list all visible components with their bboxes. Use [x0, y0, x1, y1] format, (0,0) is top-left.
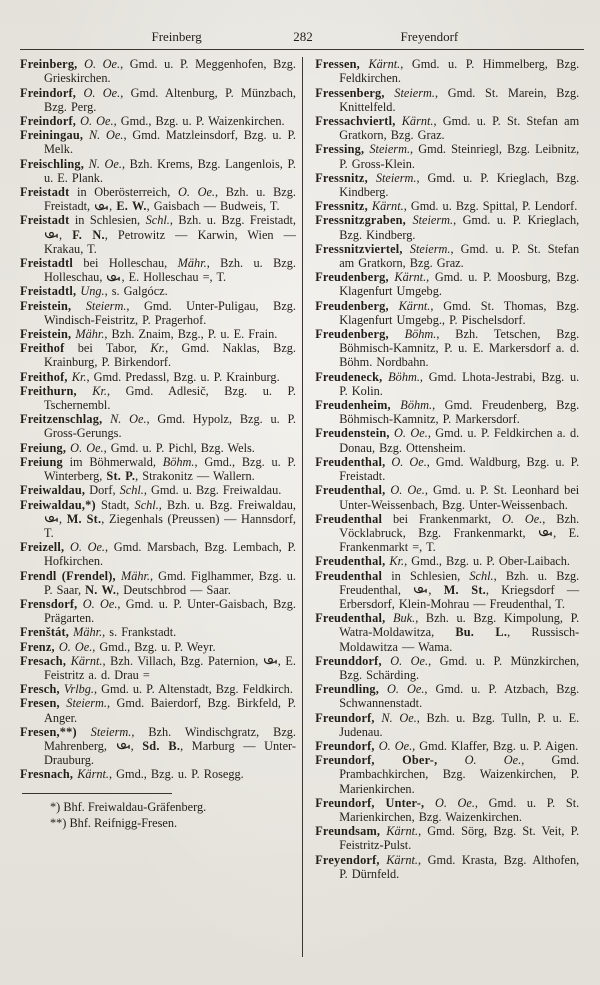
entry-crownland-abbrev: Steierm. [405, 213, 454, 228]
entry-headword: Freundsam, [315, 824, 381, 839]
entry-headword: Fresnach, [20, 767, 74, 782]
entry-crownland-abbrev: O. Oe. [76, 85, 121, 100]
gazetteer-entry [315, 242, 579, 270]
entry-text: , Gmd. Hypolz, Bzg. u. P. Gross-Gerungs. [44, 412, 296, 441]
entry-headword: St. P. [106, 469, 136, 484]
entry-text: in Oberösterreich, [69, 185, 178, 200]
entry-headword: Freudenthal [315, 511, 383, 526]
entry-crownland-abbrev: Vrlbg. [59, 682, 94, 697]
entry-headword: Freitzenschlag, [20, 412, 103, 427]
entry-text: , Gmd. Sörg, Bzg. St. Veit, P. Feistritz-Pulst. [339, 824, 580, 853]
entry-headword: Fressenberg, [315, 85, 385, 100]
gazetteer-entry [315, 455, 579, 483]
entry-crownland-abbrev: Schl. [469, 568, 494, 583]
gazetteer-entry [20, 256, 296, 284]
header-right-title: Freyendorf [400, 29, 459, 44]
entry-text: bei Frankenmarkt, [382, 511, 502, 526]
entry-text: , Gmd. Unter-Puligau, Bzg. Windisch-Feistritz, P. Pragerhof. [44, 298, 296, 327]
entry-text: , Gmd. Baierdorf, Bzg. Birkfeld, P. Anger. [44, 696, 296, 725]
entry-text: , Bzh. u. Bzg. Freistadt, [44, 185, 296, 214]
entry-headword: Fresch, [20, 682, 60, 697]
entry-crownland-abbrev: O. Oe. [385, 454, 427, 469]
entry-crownland-abbrev: O. Oe. [76, 114, 114, 129]
gazetteer-entry [315, 398, 579, 426]
footnote-rule [22, 793, 172, 794]
entry-headword: Freithof, [20, 369, 68, 384]
entry-text: , Gmd., Bzg. u. P. Winterberg, [44, 454, 296, 484]
entry-headword: Freudenberg, [315, 270, 389, 285]
entry-text: , Petrowitz — Karwin, Wien — Krakau, T. [44, 227, 296, 256]
entry-crownland-abbrev: Mähr. [69, 625, 103, 640]
gazetteer-entry [20, 569, 296, 597]
entry-text: , Russisch-Moldawitza — Wama. [339, 625, 580, 654]
entry-crownland-abbrev: Schl. [134, 497, 159, 512]
entry-text: , Gmd. Naklas, Bzg. Krainburg, P. Birkendorf. [44, 341, 296, 370]
entry-crownland-abbrev: Kärnt. [367, 199, 404, 214]
gazetteer-entry [315, 853, 579, 881]
entry-text: , Strakonitz — Wallern. [135, 469, 255, 484]
header-left-title: Freinberg [151, 29, 202, 44]
entry-crownland-abbrev: N. Oe. [83, 128, 124, 143]
page-header [20, 30, 586, 49]
gazetteer-entry [20, 384, 296, 412]
entry-text: , Gmd. u. P. Altenstadt, Bzg. Feldkirch. [94, 682, 293, 697]
entry-text: , Gmd. u. P. Atzbach, Bzg. Schwannenstadt. [339, 682, 580, 711]
entry-crownland-abbrev: O. Oe. [381, 653, 429, 668]
entry-text: , Gmd. u. P. Unter-Gaisbach, Bzg. Prägarten. [44, 596, 296, 626]
gazetteer-entry [20, 284, 296, 298]
entry-headword: Freudeneck, [315, 369, 383, 384]
entry-crownland-abbrev: Böhm. [382, 369, 420, 384]
entry-headword: Freiwaldau, [20, 483, 86, 498]
text-columns [20, 57, 586, 957]
posthorn-icon [106, 270, 121, 284]
entry-text: in Schlesien, [382, 568, 470, 583]
entry-text: in Schlesien, [69, 213, 146, 228]
entry-text: , Gmd. u. P. St. Leonhard bei Unter-Weissenbach, Bzg. Unter-Weissenbach. [339, 483, 580, 512]
entry-headword: Bu. L. [455, 625, 508, 640]
gazetteer-entry [20, 498, 296, 541]
gazetteer-entry [20, 299, 296, 327]
gazetteer-entry [20, 682, 296, 696]
gazetteer-entry [20, 185, 296, 213]
entry-headword: Frenštát, [20, 625, 70, 640]
entry-crownland-abbrev: O. Oe. [424, 795, 475, 810]
entry-crownland-abbrev: Schl. [145, 213, 170, 228]
entry-headword: M. St. [66, 511, 102, 526]
gazetteer-entry [315, 569, 579, 612]
entry-crownland-abbrev: Kärnt. [66, 653, 103, 668]
entry-text: , Gmd. u. P. Münzkirchen, Bzg. Schärding. [339, 653, 580, 682]
gazetteer-entry [315, 327, 579, 370]
entry-headword: Fresach, [20, 653, 67, 668]
entry-headword: Freischling, [20, 156, 84, 171]
entry-crownland-abbrev: Steierm. [367, 170, 417, 185]
entry-crownland-abbrev: O. Oe. [66, 440, 104, 455]
entry-headword: Freithof [20, 341, 65, 356]
entry-text: , Gmd. Adlesič, Bzg. u. P. Tschernembl. [44, 383, 296, 413]
entry-text: , Gmd. Figlhammer, Bzg. u. P. Saar, [44, 568, 296, 597]
entry-headword: Freindorf, [20, 114, 77, 129]
gazetteer-entry [315, 654, 579, 682]
entry-headword: Freudenthal, [315, 554, 386, 569]
entry-headword: Frendl (Frendel), [20, 568, 116, 583]
entry-headword: Fresen, [20, 696, 60, 711]
entry-crownland-abbrev: O. Oe. [374, 738, 413, 753]
entry-text: , Gmd. Klaffer, Bzg. u. P. Aigen. [412, 738, 579, 753]
gazetteer-entry [315, 114, 579, 142]
entry-text: , [109, 199, 117, 214]
entry-crownland-abbrev: Schl. [119, 483, 144, 498]
entry-text: , Bzh. u. Bzg. Kimpolung, P. Watra-Moldawitza, [339, 611, 580, 640]
entry-crownland-abbrev: Kr. [150, 341, 166, 356]
entry-headword: F. N. [72, 227, 105, 242]
entry-text: , s. Galgócz. [104, 284, 168, 299]
entry-headword: Fressnitzgraben, [315, 213, 406, 228]
gazetteer-entry [20, 86, 296, 114]
entry-text: , Gmd., Bzg. u. P. Waizenkirchen. [113, 114, 285, 129]
entry-crownland-abbrev: Böhm. [162, 454, 195, 469]
entry-crownland-abbrev: O. Oe. [385, 483, 425, 498]
gazetteer-entry [20, 767, 296, 781]
gazetteer-entry [20, 725, 296, 768]
entry-crownland-abbrev: Steierm. [71, 298, 127, 313]
entry-headword: Fressnitz, [315, 170, 368, 185]
gazetteer-entry [315, 711, 579, 739]
entry-text: , s. Frankstadt. [102, 625, 177, 640]
entry-text: , Gmd. Prambachkirchen, Bzg. Waizenkirchen, P. Marienkirchen. [339, 753, 580, 796]
entry-crownland-abbrev: O. Oe. [77, 596, 118, 611]
entry-text: Dorf, [85, 483, 120, 498]
gazetteer-entry [20, 57, 296, 85]
entry-crownland-abbrev: O. Oe. [77, 57, 121, 72]
entry-headword: E. W. [116, 199, 147, 214]
entry-text: , Gmd. u. Bzg. Spittal, P. Lendorf. [403, 199, 578, 214]
gazetteer-entry [315, 270, 579, 298]
entry-text: , Ziegenhals (Preussen) — Hannsdorf, T. [44, 511, 296, 540]
entry-headword: M. St. [443, 582, 486, 597]
gazetteer-entry [315, 199, 579, 213]
entry-text: , Gmd. Steinriegl, Bzg. Leibnitz, P. Gross-Klein. [339, 142, 580, 171]
entry-crownland-abbrev: Kr. [385, 554, 405, 569]
posthorn-icon [44, 512, 59, 526]
entry-text: , Bzh. u. Bzg. Freudenthal, [339, 568, 580, 597]
entry-crownland-abbrev: O. Oe. [437, 753, 522, 768]
entry-headword: Freistein, [20, 327, 72, 342]
entry-text: , Deutschbrod — Saar. [116, 582, 231, 597]
entry-text: bei Holleschau, [73, 256, 178, 271]
posthorn-icon [116, 739, 131, 753]
entry-text: , Gaisbach — Budweis, T. [146, 199, 280, 214]
entry-text: , Gmd. Krasta, Bzg. Althofen, P. Dürnfeld. [339, 852, 580, 881]
entry-text: , Bzh. Tetschen, Bzg. Böhmisch-Kamnitz, P. u. E. Markersdorf a. d. Böhm. Nordbahn. [339, 327, 580, 370]
entry-crownland-abbrev: Steierm. [384, 85, 435, 100]
right-column-entries [315, 57, 579, 881]
entry-text: , Gmd. Freudenberg, Bzg. Böhmisch-Kamnitz, P. Markersdorf. [339, 398, 580, 427]
entry-headword: Freudenthal, [315, 483, 386, 498]
entry-text: , Bzh. u. Bzg. Holleschau, [44, 256, 296, 285]
gazetteer-entry [315, 554, 579, 568]
posthorn-icon [94, 199, 109, 213]
gazetteer-entry [315, 299, 579, 327]
entry-crownland-abbrev: Mähr. [177, 256, 207, 271]
gazetteer-entry [315, 753, 579, 796]
entry-crownland-abbrev: Steierm. [402, 241, 451, 256]
footnote: **) Bhf. Reifnigg-Fresen. [50, 815, 178, 830]
entry-text: , Gmd., Bzg. u. P. Rosegg. [109, 767, 244, 782]
gazetteer-entry [20, 625, 296, 639]
gazetteer-entry [315, 682, 579, 710]
entry-text: , Gmd. Predassl, Bzg. u. P. Krainburg. [86, 369, 280, 384]
entry-crownland-abbrev: Kärnt. [379, 852, 418, 867]
gazetteer-entry [315, 213, 579, 241]
entry-text: , Bzh. Windischgratz, Bzg. Mahrenberg, [44, 724, 296, 753]
entry-text: , [59, 511, 67, 526]
entry-text: , Bzh. u. Bzg. Tulln, P. u. E. Judenau. [339, 710, 580, 739]
entry-crownland-abbrev: N. Oe. [374, 710, 417, 725]
gazetteer-entry [20, 412, 296, 440]
gazetteer-entry [20, 654, 296, 682]
entry-text: , Gmd. u. P. St. Stefan am Gratkorn, Bzg. Graz. [339, 241, 580, 271]
entry-text: , Gmd. Altenburg, P. Münzbach, Bzg. Perg. [44, 85, 296, 114]
posthorn-icon [44, 228, 59, 242]
gazetteer-entry [20, 441, 296, 455]
entry-text: , Gmd. u. P. St. Stefan am Gratkorn, Bzg. Graz. [339, 114, 580, 143]
entry-headword: Fresen,**) [20, 724, 77, 739]
entry-headword: Fressen, [315, 57, 360, 72]
entry-text: , Gmd. Lhota-Jestrabi, Bzg. u. P. Kolin. [339, 369, 580, 398]
entry-text: , Bzh. Villach, Bzg. Paternion, [102, 653, 263, 668]
entry-headword: Freundorf, Ober-, [315, 753, 438, 768]
entry-text: , Gmd. St. Thomas, Bzg. Klagenfurt Umgebg., P. Pischelsdorf. [339, 298, 580, 327]
entry-crownland-abbrev: Kärnt. [380, 824, 419, 839]
gazetteer-entry [315, 739, 579, 753]
entry-text: im Böhmerwald, [62, 454, 163, 469]
entry-crownland-abbrev: O. Oe. [379, 682, 425, 697]
entry-text: , Gmd. u. P. Krieglach, Bzg. Kindberg. [339, 213, 580, 242]
entry-text: , Bzh. Znaim, Bzg., P. u. E. Frain. [104, 327, 278, 342]
entry-headword: Freithurn, [20, 383, 77, 398]
header-rule [20, 49, 584, 50]
gazetteer-entry [20, 597, 296, 625]
entry-text: , E. Feistritz a. d. Drau = [44, 653, 296, 682]
gazetteer-entry [20, 114, 296, 128]
entry-crownland-abbrev: O. Oe. [178, 185, 216, 200]
entry-crownland-abbrev: Kärnt. [359, 57, 401, 72]
gazetteer-entry [20, 327, 296, 341]
entry-headword: Freiningau, [20, 128, 84, 143]
entry-text: , Bzh. u. Bzg. Freistadt, [169, 213, 296, 228]
entry-crownland-abbrev: Böhm. [388, 327, 437, 342]
entry-text: , Kriegsdorf — Erbersdorf, Klein-Mohrau — Freudenthal, T. [339, 582, 580, 611]
gazetteer-entry [315, 86, 579, 114]
gazetteer-entry [20, 341, 296, 369]
entry-headword: Freudenthal, [315, 454, 386, 469]
entry-crownland-abbrev: Ung. [76, 284, 105, 299]
gazetteer-entry [20, 540, 296, 568]
gazetteer-entry [20, 213, 296, 256]
entry-text: , Gmd. u. P. Krieglach, Bzg. Kindberg. [339, 170, 580, 200]
entry-headword: Freudenthal, [315, 611, 386, 626]
gazetteer-entry [20, 157, 296, 185]
entry-headword: Freiwaldau,*) [20, 497, 96, 512]
entry-text: , [59, 227, 73, 242]
entry-headword: Freudenheim, [315, 398, 391, 413]
entry-crownland-abbrev: Steierm. [59, 696, 107, 711]
entry-crownland-abbrev: O. Oe. [64, 540, 105, 555]
entry-text: , Gmd. Matzleinsdorf, Bzg. u. P. Melk. [44, 128, 296, 157]
entry-text: , [130, 738, 143, 753]
entry-crownland-abbrev: Kärnt. [395, 114, 434, 129]
gazetteer-entry [315, 426, 579, 454]
posthorn-icon [538, 526, 553, 540]
entry-text: , Bzh. Vöcklabruck, Bzg. Frankenmarkt, [339, 511, 580, 540]
gazetteer-entry [20, 128, 296, 156]
entry-crownland-abbrev: Steierm. [364, 142, 411, 157]
entry-text: , Bzh. u. Bzg. Freiwaldau, [158, 497, 296, 512]
left-column-entries [20, 57, 296, 781]
entry-headword: Fressing, [315, 142, 365, 157]
entry-crownland-abbrev: Kr. [67, 369, 87, 384]
gazetteer-entry [20, 483, 296, 497]
entry-crownland-abbrev: Steierm. [76, 724, 132, 739]
entry-headword: Freudenberg, [315, 298, 389, 313]
entry-text: , Gmd. St. Marein, Bzg. Knittelfeld. [339, 85, 580, 114]
left-column [20, 57, 302, 957]
entry-text: Stadt, [95, 497, 135, 512]
entry-crownland-abbrev: Mähr. [115, 568, 150, 583]
entry-headword: Freundling, [315, 682, 380, 697]
entry-headword: Freistein, [20, 298, 72, 313]
posthorn-icon [263, 654, 278, 668]
entry-text: , E. Frankenmarkt =, T. [339, 525, 580, 555]
entry-headword: Freiung [20, 454, 63, 469]
gazetteer-entry [315, 824, 579, 852]
entry-headword: Fressachviertl, [315, 114, 396, 129]
entry-text: , Gmd., Bzg. u. P. Ober-Laibach. [404, 554, 570, 569]
entry-headword: Freizell, [20, 540, 65, 555]
entry-headword: N. W. [85, 582, 117, 597]
gazetteer-entry [315, 57, 579, 85]
entry-text: , Gmd. u. Bzg. Freiwaldau. [143, 483, 282, 498]
entry-crownland-abbrev: Böhm. [390, 398, 433, 413]
gazetteer-entry [315, 142, 579, 170]
entry-crownland-abbrev: Mähr. [71, 327, 105, 342]
entry-crownland-abbrev: Kärnt. [73, 767, 109, 782]
gazetteer-entry [315, 171, 579, 199]
gazetteer-entry [315, 483, 579, 511]
entry-crownland-abbrev: Kärnt. [388, 298, 431, 313]
entry-text: , Gmd., Bzg. u. P. Weyr. [92, 639, 216, 654]
entry-crownland-abbrev: Kr. [76, 383, 107, 398]
entry-text: , Gmd. u. P. Pichl, Bzg. Wels. [103, 440, 255, 455]
entry-headword: Freiung, [20, 440, 67, 455]
page-number: 282 [293, 29, 313, 44]
gazetteer-entry [315, 796, 579, 824]
entry-text: , Gmd. u. P. St. Marienkirchen, Bzg. Waizenkirchen. [339, 795, 580, 824]
footnote: *) Bhf. Freiwaldau-Gräfenberg. [50, 799, 207, 814]
entry-crownland-abbrev: N. Oe. [84, 156, 122, 171]
entry-text: , Gmd. u. P. Moosburg, Bzg. Klagenfurt Umgebg. [339, 270, 580, 299]
entry-text: , Gmd. Waldburg, Bzg. u. P. Freistadt. [339, 454, 580, 484]
entry-text: , Marburg — Unter-Drauburg. [44, 738, 296, 768]
entry-headword: Freyendorf, [315, 852, 380, 867]
gazetteer-entry [20, 640, 296, 654]
entry-text: , Gmd. Marsbach, Bzg. Lembach, P. Hofkirchen. [44, 540, 296, 569]
entry-crownland-abbrev: O. Oe. [389, 426, 428, 441]
entry-headword: Freudenberg, [315, 327, 389, 342]
entry-headword: Frenz, [20, 639, 55, 654]
gazetteer-entry [20, 455, 296, 483]
entry-headword: Frensdorf, [20, 596, 78, 611]
entry-headword: Freudenthal [315, 568, 383, 583]
entry-headword: Freistadtl, [20, 284, 77, 299]
gazetteer-entry [315, 611, 579, 654]
entry-headword: Freinberg, [20, 57, 78, 72]
entry-text: , Gmd. u. P. Meggenhofen, Bzg. Grieskirchen. [44, 57, 297, 86]
entry-text: , Bzh. Krems, Bzg. Langenlois, P. u. E. Plank. [44, 156, 296, 185]
entry-headword: Freudenstein, [315, 426, 390, 441]
entry-headword: Freistadt [20, 185, 70, 200]
gazetteer-entry [315, 370, 579, 398]
entry-headword: Freundorf, Unter-, [315, 795, 425, 810]
entry-text: , [428, 582, 444, 597]
entry-headword: Freundorf, [315, 738, 375, 753]
right-column [303, 57, 579, 957]
entry-text: bei Tabor, [64, 341, 151, 356]
entry-text: , Gmd. u. P. Feldkirchen a. d. Donau, Bzg. Ottensheim. [339, 426, 580, 455]
entry-text: , Gmd. u. P. Himmelberg, Bzg. Feldkirchen. [339, 57, 580, 86]
posthorn-icon [413, 583, 428, 597]
entry-headword: Freunddorf, [315, 653, 382, 668]
entry-headword: Freistadt [20, 213, 70, 228]
entry-headword: Fressnitzviertel, [315, 241, 403, 256]
entry-crownland-abbrev: N. Oe. [102, 412, 147, 427]
entry-text: , E. Holleschau =, T. [121, 270, 227, 285]
entry-crownland-abbrev: Kärnt. [388, 270, 427, 285]
gazetteer-entry [20, 696, 296, 724]
gazetteer-entry [315, 512, 579, 555]
entry-headword: Sd. B. [142, 738, 181, 753]
entry-crownland-abbrev: O. Oe. [501, 511, 543, 526]
entry-headword: Freistadtl [20, 256, 74, 271]
entry-headword: Freundorf, [315, 710, 375, 725]
entry-headword: Freindorf, [20, 85, 77, 100]
entry-headword: Fressnitz, [315, 199, 368, 214]
gazetteer-entry [20, 370, 296, 384]
entry-crownland-abbrev: Buk. [385, 611, 416, 626]
entry-crownland-abbrev: O. Oe. [54, 639, 93, 654]
